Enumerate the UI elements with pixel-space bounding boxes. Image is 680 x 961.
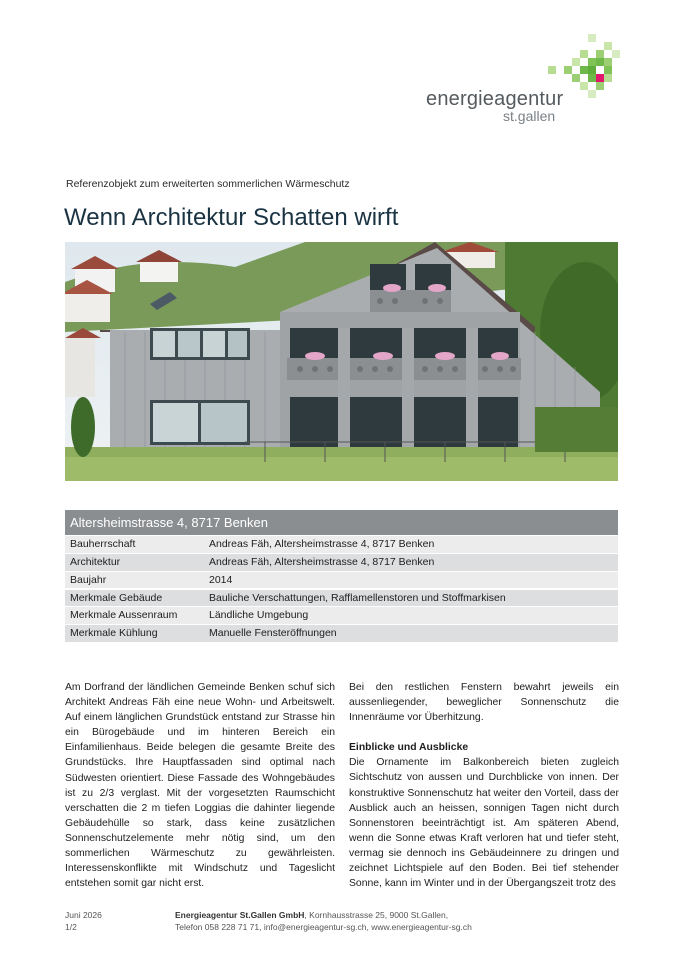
table-row (65, 554, 618, 571)
building-photo (65, 242, 618, 481)
footer-address-line (175, 909, 472, 921)
table-row (65, 625, 618, 642)
logo-wordmark: energieagentur (426, 88, 564, 110)
table-row (65, 607, 618, 624)
footer-address: , Kornhausstrasse 25, 9000 St.Gallen, (304, 910, 449, 920)
body-column-right (349, 680, 619, 891)
footer-org-block (175, 909, 472, 933)
fact-label: Architektur (70, 556, 121, 569)
facts-table (65, 510, 618, 642)
section-subheading: Einblicke und Ausblicke (349, 742, 469, 754)
table-row (65, 590, 618, 607)
fact-label: Bauherrschaft (70, 538, 136, 551)
fact-label: Merkmale Kühlung (70, 627, 158, 640)
footer-contact: Telefon 058 228 71 71, info@energieagentur-sg.ch, www.energieagentur-sg.ch (175, 922, 472, 932)
fact-value: Ländliche Umgebung (209, 609, 309, 622)
kicker-text: Referenzobjekt zum erweiterten sommerlichen Wärmeschutz (66, 178, 350, 190)
fact-value: Andreas Fäh, Altersheimstrasse 4, 8717 Benken (209, 538, 435, 551)
body-paragraph: Die Ornamente im Balkonbereich bieten zugleich Sichtschutz von aussen und Durchblicke von innen. Der konstruktive Sonnenschutz hat weiter den Vorteil, dass der Ausblick auch an heissen, sonnigen Tagen nicht durch Sonnenstoren beeinträchtigt ist. Am späteren Abend, wenn die Sonne etwas Kraft verloren hat und tiefer steht, vermag sie dennoch ins Gebäudeinnere zu dringen und zeichnet Lichtspiele auf den Boden. Bei tief stehender Sonne, kann im Winter und in der Übergangszeit trotz des (349, 757, 619, 890)
fact-label: Merkmale Aussenraum (70, 609, 178, 622)
facts-heading: Altersheimstrasse 4, 8717 Benken (65, 510, 618, 535)
body-paragraph: Am Dorfrand der ländlichen Gemeinde Benken schuf sich Architekt Andreas Fäh eine neue Wohn- und Arbeitswelt. Auf einem länglichen Grundstück entstand zur Strasse hin ein Bürogebäude und im hinteren Bereich ein Einfamilienhaus. Beide belegen die gesamte Breite des Grundstücks. Ihre Hauptfassaden sind optimal nach Südwesten orientiert. Diese Fassade des Wohngebäudes ist zu 2/3 verglast. Mit der vorgesetzten Raumschicht verschatten die 2 m tiefen Loggias die dahinter liegende Gebäudehülle so stark, dass keine zusätzlichen Sonnenschutzelemente mehr nötig sind, um den sommerlichen Wärmeschutz zu gewährleisten. Interessenskonflikte mit Windschutz und Tageslicht entstehen somit gar nicht erst. (65, 682, 335, 890)
fact-value: Bauliche Verschattungen, Rafflamellenstoren und Stoffmarkisen (209, 591, 506, 604)
body-column-left (65, 680, 335, 891)
logo-location: st.gallen (503, 108, 556, 124)
fact-value: 2014 (209, 573, 233, 586)
footer-date: Juni 2026 (65, 910, 102, 920)
page-title: Wenn Architektur Schatten wirft (64, 204, 399, 231)
fact-label: Baujahr (70, 573, 107, 586)
fact-label: Merkmale Gebäude (70, 591, 163, 604)
page-number: 1/2 (65, 922, 77, 932)
table-row (65, 536, 618, 553)
footer-date-block (65, 909, 102, 933)
table-row (65, 572, 618, 589)
footer-org-name: Energieagentur St.Gallen GmbH (175, 910, 305, 920)
fact-value: Manuelle Fensteröffnungen (209, 627, 337, 640)
fact-value: Andreas Fäh, Altersheimstrasse 4, 8717 Benken (209, 556, 435, 569)
body-paragraph: Bei den restlichen Fenstern bewahrt jeweils ein aussenliegender, beweglicher Sonnenschutz die Innenräume vor Überhitzung. (349, 682, 619, 724)
